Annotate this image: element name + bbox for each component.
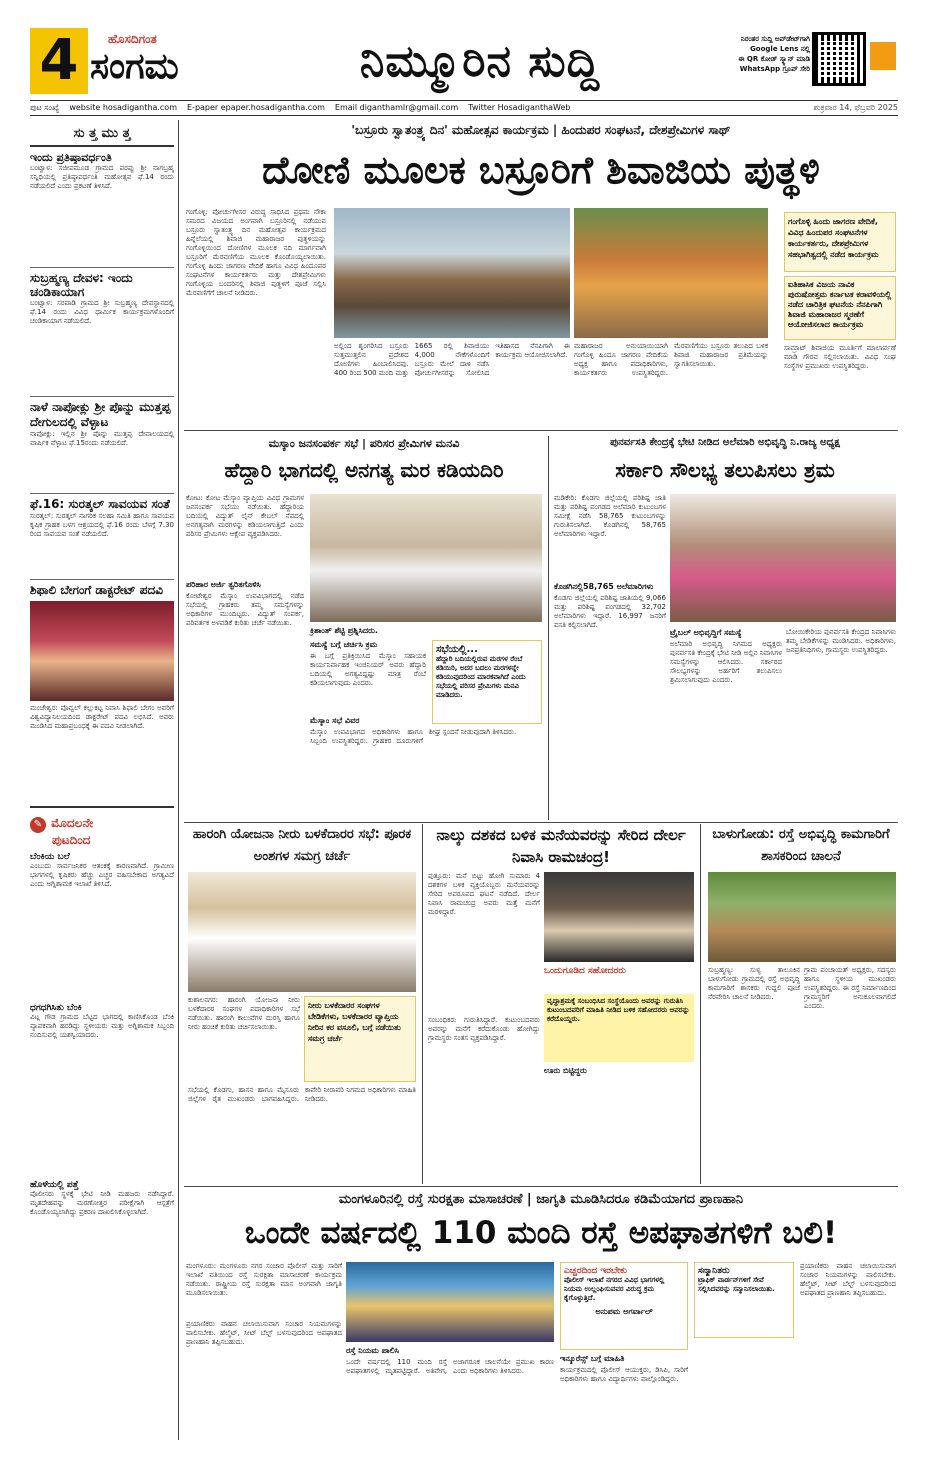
gov-story-body-2: ಕೊಡಗು ಜಿಲ್ಲೆಯಲ್ಲಿ ಪರಿಶಿಷ್ಟ ಜಾತಿಯಲ್ಲಿ 9,066 ಮತ್ತು ಪರಿಶಿಷ್ಟ ಪಂಗಡದಲ್ಲಿ 32,702 ಅಲೆಮಾರಿಗಳು ಇದ್ದಾರೆ. 16,997 ಜನರಿಗೆ ವಸತಿ ಕಲ್ಪಿಸಲಾಗಿದೆ. (554, 594, 666, 629)
gov-story-body-1: ಮಡಿಕೇರಿ: ಕೊಡಗು ಜಿಲ್ಲೆಯಲ್ಲಿ ಪರಿಶಿಷ್ಟ ಜಾತಿ ಮತ್ತು ಪರಿಶಿಷ್ಟ ಪಂಗಡದ ಅಲೆಮಾರಿ ಕುಟುಂಬಗಳ ಸಮೀಕ್ಷೆ ನಡೆಸಿ 58,765 ಕುಟುಂಬಗಳನ್ನು ಗುರುತಿಸಲಾಗಿದೆ. ಕೊಡಗಿನಲ್ಲಿ 58,765 ಅಲೆಮಾರಿಗಳು ಇದ್ದಾರೆ. (554, 494, 666, 538)
safety-headline: ಒಂದೇ ವರ್ಷದಲ್ಲಿ 110 ಮಂದಿ ರಸ್ತೆ ಅಪಘಾತಗಳಿಗೆ ಬಲಿ! (244, 1215, 838, 1251)
top-story-body-2: ಅಲ್ಲಿಂದ ಶೃಂಗರಿಸಿದ ಬಸ್ರೂರು ಸುತ್ತಮುತ್ತಲಿನ ಪ್ರದೇಶದ ದೋಣಿಗಳು ಹಿಂಬಾಲಿಸಿದವು. 400 ರಿಂದ 500 ಮಂದಿ ಮತ್ತು 1665 ರಲ್ಲಿ ಶಿವಾಜಿಯು 4,000 ನೌಕೆಗಳೊಂದಿಗೆ ಬಸ್ರೂರು ಮೇಲೆ ದಾಳಿ ನಡೆಸಿ ಪೋರ್ಚುಗೀಸರನ್ನು ಸೋಲಿಸಿದ ಇತಿಹಾಸದ ನೆನಪಿಗಾಗಿ ಈ ಕಾರ್ಯಕ್ರಮ ಆಯೋಜಿಸಲಾಗಿದೆ. (334, 342, 570, 377)
safety-body-1: ಮಂಗಳೂರು: ಮಂಗಳೂರು ನಗರ ಸಂಚಾರ ಪೊಲೀಸ್ ಮತ್ತು ಸಾರಿಗೆ ಇಲಾಖೆ ವತಿಯಿಂದ ರಸ್ತೆ ಸುರಕ್ಷತಾ ಮಾಸಾಚರಣೆ ಕಾರ್ಯಕ್ರಮ ನಡೆಯಿತು. ರಾಷ್ಟ್ರೀಯ ರಸ್ತೆ ಸುರಕ್ಷತಾ ಮಾಸ ಅಂಗವಾಗಿ ಜಾಗೃತಿ ಮೂಡಿಸಲಾಯಿತು. (186, 1262, 342, 1297)
continued-body: ಎಂಬುದು ಸಾರ್ವಜನಿಕರ ಆತಂಕಕ್ಕೆ ಕಾರಣವಾಗಿದೆ. ಗ್ರಾಮೀಣ ಭಾಗಗಳಲ್ಲಿ ಕೃಷಿಕರು ಹೆಚ್ಚು ಎಚ್ಚರ ವಹಿಸಬೇಕಾದ ಅಗತ್ಯವಿದೆ ಎಂದು ಅಗ್ನಿಶಾಮಕ ಇಲಾಖೆ ತಿಳಿಸಿದೆ. (30, 862, 174, 888)
safety-inset-2-body: ಟ್ರಾಫಿಕ್ ವಾರ್ಡನ್‌ಗಳಿಗೆ ಸೇವೆ ಸಲ್ಲಿಸಿದವರನ್ನು ಸನ್ಮಾನಿಸಲಾಯಿತು. (698, 1276, 775, 1293)
top-story-side-body: ಸಾಮ್ರಾಟ್ ಶಿವಾಜಿಯ ಮೂರ್ತಿಗೆ ಮಾಲಾರ್ಪಣೆ ಮಾಡಿ ಗೌರವ ಸಲ್ಲಿಸಲಾಯಿತು. ವಿವಿಧ ಸಂಘ ಸಂಸ್ಥೆಗಳ ಪ್ರಮುಖರು ಉಪಸ್ಥಿತರಿದ್ದರು. (784, 344, 896, 370)
continued-body: ಪೊಲೀಸರು ಸ್ಥಳಕ್ಕೆ ಭೇಟಿ ನೀಡಿ ಮಹಜರು ನಡೆಸಿದ್ದಾರೆ. ಮೃತದೇಹವನ್ನು ಮರಣೋತ್ತರ ಪರೀಕ್ಷೆಗಾಗಿ ಆಸ್ಪತ್ರೆಗೆ ಕೊಂಡೊಯ್ಯಲಾಗಿದ್ದು ಪ್ರಕರಣ ದಾಖಲಿಸಿಕೊಳ್ಳಲಾಗಿದೆ. (30, 1190, 174, 1216)
epaper-link[interactable]: E-paper epaper.hosadigantha.com (187, 103, 325, 112)
tree-story-body-1: ಕೋಟ: ಕೋಟ ಮೆಸ್ಕಾಂ ವ್ಯಾಪ್ತಿಯ ವಿವಿಧ ಗ್ರಾಮಗಳ ಜನಸಂಪರ್ಕ ಸಭೆಯು ನಡೆಯಿತು. ಹೆದ್ದಾರಿಯ ಬದಿಯಲ್ಲಿ ವಿದ್ಯುತ್ ಲೈನ್ ಕೇಬಲ್ ನೆಪದಲ್ಲಿ ಅನಗತ್ಯವಾಗಿ ಮರಗಳನ್ನು ಕಡಿಯಲಾಗುತ್ತಿದೆ ಎಂದು ಪರಿಸರ ಪ್ರೇಮಿಗಳು ಆಕ್ಷೇಪ ವ್ಯಕ್ತಪಡಿಸಿದರು. (186, 494, 304, 538)
tree-story-body-3: ಈ ಬಗ್ಗೆ ಪ್ರತಿಕ್ರಿಯಿಸಿದ ಮೆಸ್ಕಾಂ ಸಹಾಯಕ ಕಾರ್ಯನಿರ್ವಾಹಕ ಇಂಜಿನಿಯರ್ ಅವರು ಹೆದ್ದಾರಿ ಬದಿಯಲ್ಲಿ ಅಗತ್ಯವಿದ್ದಷ್ಟು ಮಾತ್ರ ರೆಂಬೆ ಕಡಿಯಲಾಗುವುದು ಎಂದರು. (310, 652, 426, 687)
top-story-sidebox-2 (784, 276, 896, 340)
ramachandra-sub-1: ಒಂದುಗೂಡಿದ ಸಹೋದರರು (544, 966, 626, 976)
continued-title: ಬೆಂಕಿಯ ಬಲೆ (30, 852, 70, 862)
ramachandra-sub-2: ಊರು ಬಿಟ್ಟಿದ್ದರು (544, 1066, 587, 1075)
brief-title: ಶಿಫಾಲಿ ಬೇಗಂಗೆ ಡಾಕ್ಟರೇಟ್ ಪದವಿ (30, 583, 163, 597)
tree-story-headline: ಹೆದ್ದಾರಿ ಭಾಗದಲ್ಲಿ ಅನಗತ್ಯ ಮರ ಕಡಿಯದಿರಿ (224, 458, 504, 482)
decor-block (870, 42, 896, 70)
promo-line: WhatsApp ಗ್ರೂಪ್ ಸೇರಿ (739, 65, 810, 73)
ramachandra-photo (544, 872, 694, 962)
ramachandra-body-2: ಸಂಬಂಧಿಕರು ಗುರುತಿಸಿದ್ದಾರೆ. ಕುಟುಂಬದವರು ಅವರನ್ನು ಮನೆಗೆ ಕರೆದುಕೊಂಡು ಹೋಗಿದ್ದು ಗ್ರಾಮಸ್ಥರು ಸಂತಸ ವ್ಯಕ್ತಪಡಿಸಿದ್ದಾರೆ. (428, 1016, 540, 1042)
safety-inset-1 (560, 1262, 688, 1350)
brief-item (30, 583, 174, 800)
road-body-2: ಗ್ರಾಮ ಪಂಚಾಯತ್ ಅಧ್ಯಕ್ಷರು, ಸದಸ್ಯರು ಹಾಗೂ ಸ್ಥಳೀಯ ಮುಖಂಡರು ಉಪಸ್ಥಿತರಿದ್ದರು. ಈ ರಸ್ತೆ ನಿರ್ಮಾಣದಿಂದ ಗ್ರಾಮಸ್ಥರಿಗೆ ಅನುಕೂಲವಾಗಲಿದೆ ಎಂದರು. (804, 966, 896, 1010)
gov-story-sub-2: ಟ್ರೈಬಲ್ ಅಭಿವೃದ್ಧಿಗೆ ಸಮಸ್ಯೆ (670, 628, 742, 637)
gov-story-body-3: ಅಲೆಮಾರಿ ಅಭಿವೃದ್ಧಿ ನಿಗಮದ ಅಧ್ಯಕ್ಷರು ಪುನರ್ವಸತಿ ಕೇಂದ್ರಕ್ಕೆ ಭೇಟಿ ನೀಡಿ ಅಲ್ಲಿನ ನಿವಾಸಿಗಳ ಸಮಸ್ಯೆಗಳನ್ನು ಆಲಿಸಿದರು. ಸರ್ಕಾರದ ಸೌಲಭ್ಯಗಳನ್ನು ಅರ್ಹರಿಗೆ ತಲುಪಿಸಲು ಶ್ರಮಿಸಲಾಗುವುದು ಎಂದರು. (670, 640, 782, 684)
continued-item (30, 852, 174, 1000)
road-body-1: ಸುಬ್ರಹ್ಮಣ್ಯ: ಸುಳ್ಯ ತಾಲೂಕಿನ ಬಾಳುಗೋಡು ಗ್ರಾಮದಲ್ಲಿ ರಸ್ತೆ ಅಭಿವೃದ್ಧಿ ಕಾಮಗಾರಿಗೆ ಶಾಸಕರು ಗುದ್ದಲಿ ಪೂಜೆ ನೆರವೇರಿಸಿ ಚಾಲನೆ ನೀಡಿದರು. (708, 966, 800, 1001)
award-photo (30, 601, 174, 701)
tree-story-sub-1: ಪರಿಹಾರ ಅರ್ಜಿ ತ್ವರಿತಗೊಳಿಸಿ (186, 580, 261, 589)
ramachandra-box (544, 994, 694, 1062)
sidebox-text: ಐತಿಹಾಸಿಕ ವಿಜಯ ನಾವಿಕ ಪುರುಷೋತ್ತಮ ಕರ್ನಾಟಕ ಕರಾವಳಿಯಲ್ಲಿ ನಡೆದ ಚಾರಿತ್ರಿಕ ಘಟನೆಯ ನೆನಪಿಗಾಗಿ ಶಿವಾಜಿ ಮಹಾರಾಜರ ಸ್ಮರಣೆಗೆ ಆಯೋಜಿಸಲಾದ ಕಾರ್ಯಕ್ರಮ (788, 280, 892, 329)
twitter-link[interactable]: Twitter HosadiganthaWeb (468, 103, 571, 112)
firstpage-label-2: ಪುಟದಿಂದ (52, 833, 91, 847)
boat-procession-photo (334, 208, 570, 338)
promo-line: ಈ QR ಕೋಡ್ ಸ್ಕ್ಯಾನ್ ಮಾಡಿ (738, 55, 810, 63)
tree-inset-body: ಹೆದ್ದಾರಿ ಬದಿಯಲ್ಲಿರುವ ಮರಗಳ ರೆಂಬೆ ಕಡಿಯಿರಿ, ಅದರ ಬದಲು ಮರಗಳನ್ನೇ ಕಡಿಯುವುದರಿಂದ ಮಾರಕವಾಗಿದೆ ಎಂದು ಸಭೆಯಲ್ಲಿ ಪರಿಸರ ಪ್ರೇಮಿಗಳು ಮನವಿ ಮಾಡಿದರು. (436, 655, 526, 699)
qr-code-icon[interactable] (812, 32, 866, 86)
safety-inset-1-title: ಎಚ್ಚರದಿಂದ ಇರಬೇಕು (564, 1266, 627, 1276)
left-column-header: ಸು ತ್ತ ಮು ತ್ತ (30, 120, 174, 147)
brief-title: ನಾಳೆ ನಾಪೋಕ್ಲು ಶ್ರೀ ಪೊನ್ನು ಮುತ್ತಪ್ಪ ದೇಗುಲದಲ್ಲಿ ವೆಳ್ಳಾಟ (30, 400, 171, 429)
section-title: ನಿಮ್ಮೂರಿನ ಸುದ್ದಿ (359, 36, 601, 87)
brief-body: ಸುರತ್ಕಲ್: ಸುರತ್ಕಲ್ ನಾಗರಿಕ ಸಲಹಾ ಸಮಿತಿ ಹಾಗೂ ಸಾವಯವ ಕೃಷಿಕ ಗ್ರಾಹಕ ಬಳಗ ಆಶ್ರಯದಲ್ಲಿ ಫೆ.16 ರಂದು ಬೆಳಗ್ಗೆ 7.30 ರಿಂದ ಸಾವಯವ ಸಂತೆ ನಡೆಯಲಿದೆ. (30, 512, 174, 538)
gov-story-sub-1: ಕೊಡಗಿನಲ್ಲಿ58,765 ಅಲೆಮಾರಿಗಳು (554, 582, 654, 591)
continued-item (30, 1003, 174, 1177)
safety-inset-1-author: ಅನುಪಮ ಅಗರ್ವಾಲ್ (595, 1307, 653, 1316)
ramachandra-headline: ನಾಲ್ಕು ದಶಕದ ಬಳಿಕ ಮನೆಯವರನ್ನು ಸೇರಿದ ದೇರ್ಲ ನಿವಾಸಿ ರಾಮಚಂದ್ರ! (436, 826, 686, 866)
harangi-body-2: ಸಭೆಯಲ್ಲಿ ಕೊಡಗು, ಹಾಸನ ಹಾಗೂ ಮೈಸೂರು ಜಿಲ್ಲೆಗಳ ರೈತ ಮುಖಂಡರು ಭಾಗವಹಿಸಿದ್ದರು. ಕಾವೇರಿ ನೀರಾವರಿ ನಿಗಮದ ಅಧಿಕಾರಿಗಳು ಮಾಹಿತಿ ನೀಡಿದರು. (188, 1086, 416, 1103)
brand-top: ಹೊಸದಿಗಂತ (108, 32, 157, 46)
brief-item (30, 271, 174, 393)
gov-visit-photo (670, 494, 896, 622)
email-link[interactable]: Email diganthamlr@gmail.com (334, 103, 459, 112)
safety-inset-2 (694, 1262, 794, 1338)
safety-kicker: ಮಂಗಳೂರಿನಲ್ಲಿ ರಸ್ತೆ ಸುರಕ್ಷತಾ ಮಾಸಾಚರಣೆ | ಜಾಗೃತಿ ಮೂಡಿಸಿದರೂ ಕಡಿಮೆಯಾಗದ ಪ್ರಾಣಹಾನಿ (338, 1192, 744, 1207)
info-bar (30, 100, 898, 116)
brief-title: ಇಂದು ಪ್ರತಿಷ್ಠಾವರ್ಧಂತಿ (30, 151, 112, 164)
top-story-body-3: ಮಹಾರಾಜರ ಅನುಯಾಯಿಯಾಗಿ ಗಂಗೊಳ್ಳಿ ಹಿಂದೂ ಜಾಗರಣ ವೇದಿಕೆಯ ಅಧ್ಯಕ್ಷ ಹಾಗೂ ಪದಾಧಿಕಾರಿಗಳು, ಕಾರ್ಯಕರ್ತರು ಉಪಸ್ಥಿತರಿದ್ದರು. ಮೆರವಣಿಗೆಯು ಬಸ್ರೂರು ತಲುಪಿದ ಬಳಿಕ ಶಿವಾಜಿ ಮಹಾರಾಜರ ಪ್ರತಿಮೆಯನ್ನು ಸ್ವಾಗತಿಸಲಾಯಿತು. (574, 342, 768, 377)
safety-event-photo (346, 1262, 554, 1342)
tree-story-body-4: ಮೆಸ್ಕಾಂ ಉಪವಿಭಾಗದ ಅಧಿಕಾರಿಗಳು ಹಾಗೂ ಸಿಬ್ಬಂದಿ ಉಪಸ್ಥಿತರಿದ್ದರು. ಗ್ರಾಹಕರ ದೂರುಗಳಿಗೆ ಶೀಘ್ರ ಸ್ಪಂದನೆ ನೀಡುವುದಾಗಿ ತಿಳಿಸಿದರು. (310, 728, 517, 745)
harangi-photo (188, 872, 416, 992)
safety-body-4: ಕಾರ್ಯಕ್ರಮದಲ್ಲಿ ಪೊಲೀಸ್ ಆಯುಕ್ತರು, ಡಿಸಿಪಿ, ಸಾರಿಗೆ ಅಧಿಕಾರಿಗಳು ಹಾಗೂ ವಿದ್ಯಾರ್ಥಿಗಳು ಪಾಲ್ಗೊಂಡಿದ್ದರು. (560, 1366, 688, 1383)
page-number: 4 (30, 28, 88, 94)
brief-title: ಫೆ.16: ಸುರತ್ಕಲ್ ಸಾವಯವ ಸಂತೆ (30, 497, 170, 511)
promo-line: Google Lens ನಲ್ಲಿ (750, 45, 810, 53)
harangi-headline: ಹಾರಂಗಿ ಯೋಜನಾ ನೀರು ಬಳಕೆದಾರರ ಸಭೆ: ಪೂರಕ ಅಂಶಗಳ ಸಮಗ್ರ ಚರ್ಚೆ (192, 827, 412, 864)
safety-sub-1: ರಸ್ತೆ ನಿಯಮ ಪಾಲಿಸಿ (346, 1346, 399, 1355)
top-story-kicker: 'ಬಸ್ರೂರು ಸ್ವಾತಂತ್ರ್ಯ ದಿನ' ಮಹೋತ್ಸವ ಕಾರ್ಯಕ್ರಮ | ಹಿಂದುಪರ ಸಂಘಟನೆ, ದೇಶಪ್ರೇಮಿಗಳ ಸಾಥ್ (351, 123, 731, 137)
march-photo (574, 208, 768, 338)
tree-story-sub-2: ಸಮಸ್ಯೆ ಬಗ್ಗೆ ಚರ್ಚಿಸಿ ಕ್ರಮ (310, 640, 378, 649)
safety-inset-2-title: ಸನ್ಮಾನಿತರು (698, 1266, 730, 1276)
meeting-photo (310, 494, 542, 622)
section-label: ಪುಟ ಸಂಖ್ಯೆ (30, 103, 60, 112)
gov-story-body-4: ಬೋಯಿಕೇರಿಯ ಪುನರ್ವಸತಿ ಕೇಂದ್ರದ ನಿವಾಸಿಗಳು ತಮ್ಮ ಬೇಡಿಕೆಗಳನ್ನು ಮಂಡಿಸಿದರು. ಅಧಿಕಾರಿಗಳು, ಜನಪ್ರತಿನಿಧಿಗಳು, ಗ್ರಾಮಸ್ಥರು ಉಪಸ್ಥಿತರಿದ್ದರು. (786, 628, 896, 654)
safety-sub-2: ಇನ್ಶೂರೆನ್ಸ್ ಬಗ್ಗೆ ಮಾಹಿತಿ (560, 1354, 625, 1363)
firstpage-header (30, 806, 174, 848)
sidebox-text: ಗಂಗೊಳ್ಳಿ ಹಿಂದು ಜಾಗರಣ ವೇದಿಕೆ, ವಿವಿಧ ಹಿಂದುಪರ ಸಂಘಟನೆಗಳ ಕಾರ್ಯಕರ್ತರು, ದೇಶಪ್ರೇಮಿಗಳ ಸಹಭಾಗಿತ್ವದಲ್ಲಿ ನಡೆದ ಕಾರ್ಯಕ್ರಮ (788, 217, 879, 259)
tree-story-kicker: ಮಸ್ಕಾಂ ಜನಸಂಪರ್ಕ ಸಭೆ | ಪರಿಸರ ಪ್ರೇಮಿಗಳ ಮನವಿ (268, 437, 460, 450)
brief-item (30, 151, 174, 264)
promo-line: ನಿರಂತರ ಸುದ್ದಿ ಅಪ್‌ಡೇಟ್‌ಗಾಗಿ (740, 35, 810, 43)
ramachandra-body-1: ಪುತ್ತೂರು: ಮನೆ ಬಿಟ್ಟು ಹೋಗಿ ಸುಮಾರು 4 ದಶಕಗಳ ಬಳಿಕ ವ್ಯಕ್ತಿಯೊಬ್ಬರು ಮನೆಯವರನ್ನು ಸೇರಿದ ಅಪರೂಪದ ಘಟನೆ ನಡೆದಿದೆ. ದೇರ್ಲ ನಿವಾಸಿ ರಾಮಚಂದ್ರ ಅವರು ಮತ್ತೆ ಮನೆಗೆ ಮರಳಿದ್ದಾರೆ. (428, 872, 540, 916)
brief-body: ಬಂಟ್ವಾಳ: ಸಜೀಪಮೂಡ ಗ್ರಾಮದ ಪರಪ್ಪು ಶ್ರೀ ನಾಗಬ್ರಹ್ಮ ಸನ್ನಿಧಿಯಲ್ಲಿ ಪ್ರತಿಷ್ಠಾವರ್ಧಂತಿ ಮಹೋತ್ಸವ ಫೆ.14 ರಂದು ನಡೆಯಲಿದೆ ಎಂದು ಪ್ರಕಟಣೆ ತಿಳಿಸಿದೆ. (30, 164, 174, 190)
brief-body: ನಾಪೋಕ್ಲು: ಇಲ್ಲಿನ ಶ್ರೀ ಪೊನ್ನು ಮುತ್ತಪ್ಪ ದೇವಾಲಯದಲ್ಲಿ ವಾರ್ಷಿಕ ವೆಳ್ಳಾಟ ಫೆ.15ರಂದು ನಡೆಯಲಿದೆ. (30, 430, 174, 447)
gov-story-headline: ಸರ್ಕಾರಿ ಸೌಲಭ್ಯ ತಲುಪಿಸಲು ಶ್ರಮ (615, 458, 835, 482)
brief-item (30, 400, 174, 490)
qr-promo (690, 34, 810, 94)
continued-title: ಹೊಳೆಯಲ್ಲಿ ಪತ್ತೆ (30, 1180, 79, 1190)
tree-inset-title: ಸಭೆಯಲ್ಲಿ... (436, 644, 478, 655)
safety-side-body: ಪ್ರಯಾಣಿಕರು ವಾಹನ ಚಲಾಯಿಸುವಾಗ ಸಂಚಾರ ನಿಯಮಗಳನ್ನು ಪಾಲಿಸಬೇಕು. ಹೆಲ್ಮೆಟ್, ಸೀಟ್ ಬೆಲ್ಟ್ ಬಳಸುವುದರಿಂದ ಅಪಘಾತದ ಪ್ರಾಣಹಾನಿ ತಪ್ಪಿಸಬಹುದು. (800, 1262, 896, 1297)
harangi-box-text: ನೀರು ಬಳಕೆದಾರರ ಸಂಘಗಳ ಬೇಡಿಕೆಗಳು, ಬಳಕೆದಾರರ ವ್ಯಾಪ್ತಿಯ ನೀರಿನ ಕರ ವಸೂಲಿ, ಬಗ್ಗೆ ನಡೆಯಿತು ಸಮಗ್ರ ಚರ್ಚೆ (308, 1001, 401, 1043)
continued-title: ಧಗಧಗಿಸಿತು ಬೆಂಕಿ (30, 1003, 82, 1013)
firstpage-label-1: ಮೊದಲನೇ (51, 816, 94, 830)
safety-body-2: ಪ್ರಯಾಣಿಕರು ವಾಹನ ಚಲಾಯಿಸುವಾಗ ಸಂಚಾರ ನಿಯಮಗಳನ್ನು ಪಾಲಿಸಬೇಕು. ಹೆಲ್ಮೆಟ್, ಸೀಟ್ ಬೆಲ್ಟ್ ಬಳಸುವುದರಿಂದ ಅಪಘಾತದ ಪ್ರಾಣಹಾನಿ ತಪ್ಪಿಸಬಹುದು. (186, 1320, 342, 1346)
continued-body: ವಿಟ್ಲ ಗೌಡ ಗ್ರಾಮದ ಬೆಟ್ಟದ ಭಾಗದಲ್ಲಿ ಕಾಣಿಸಿಕೊಂಡ ಬೆಂಕಿ ವ್ಯಾಪಕವಾಗಿ ಹರಡಿದ್ದು ಸ್ಥಳೀಯರು ಮತ್ತು ಅಗ್ನಿಶಾಮಕ ಸಿಬ್ಬಂದಿ ನಂದಿಸುವಲ್ಲಿ ಯಶಸ್ವಿಯಾದರು. (30, 1013, 174, 1039)
ramachandra-box-text: ವೃದ್ಧಾಶ್ರಮಕ್ಕೆ ಸಂಬಂಧಿಸಿದ ಸಂಸ್ಥೆಯೊಂದು ಅವರನ್ನು ಗುರುತಿಸಿ ಕುಟುಂಬದವರಿಗೆ ಮಾಹಿತಿ ನೀಡಿದ ಬಳಿಕ ಸಹೋದರರು ಅವರನ್ನು ಕರೆದೊಯ್ದರು. (547, 997, 690, 1023)
top-story-body-1: ಗಂಗೊಳ್ಳಿ: ಪೋರ್ಚುಗೀಸರ ವಿರುದ್ಧ ಸಾಧಿಸಿದ ಪ್ರಥಮ ನೌಕಾ ಸಮರದ ವಿಜಯದ ಅಂಗವಾಗಿ ಬಸ್ರೂರಿನಲ್ಲಿ ನಡೆಯುವ ಬಸ್ರೂರು ಸ್ವಾತಂತ್ರ್ಯ ದಿನ ಮಹೋತ್ಸವ ಕಾರ್ಯಕ್ರಮದ ಹಿನ್ನೆಲೆಯಲ್ಲಿ ಶಿವಾಜಿ ಮಹಾರಾಜರ ಪುತ್ಥಳಿಯನ್ನು ಗಂಗೊಳ್ಳಿಯಿಂದ ದೋಣಿಗಳ ಮೂಲಕ ನದಿ ಮಾರ್ಗವಾಗಿ ಬಸ್ರೂರಿಗೆ ಮೆರವಣಿಗೆಯ ಮೂಲಕ ಕೊಂಡೊಯ್ಯಲಾಯಿತು. ಗಂಗೊಳ್ಳಿ ಹಿಂದು ಜಾಗರಣ ವೇದಿಕೆ ಹಾಗೂ ವಿವಿಧ ಹಿಂದೂಪರ ಸಂಘಟನೆಗಳ ಕಾರ್ಯಕರ್ತರು ಮತ್ತು ದೇಶಪ್ರೇಮಿಗಳು ಗಂಗೊಳ್ಳಿಯ ಬಂದರಿನಲ್ಲಿ ಶಿವಾಜಿ ಪುತ್ಥಳಿಗೆ ಪೂಜೆ ಸಲ್ಲಿಸಿ ಮೆರವಣಿಗೆಗೆ ಚಾಲನೆ ನೀಡಿದರು. (186, 208, 326, 297)
gov-story-kicker: ಪುನರ್ವಸತಿ ಕೇಂದ್ರಕ್ಕೆ ಭೇಟಿ ನೀಡಿದ ಅಲೆಮಾರಿ ಅಭಿವೃದ್ಧಿ ನಿ.ರಾಜ್ಯ ಅಧ್ಯಕ್ಷ (610, 437, 840, 448)
brief-body: ಮಂಜೇಶ್ವರ: ಪೊವ್ವಲ್ ಕಲ್ಲುಕಟ್ಟ ನಿವಾಸಿ ಶಿಫಾಲಿ ಬೇಗಂ ಅವರಿಗೆ ವಿಶ್ವವಿದ್ಯಾನಿಲಯದಿಂದ ಡಾಕ್ಟರೇಟ್ ಪದವಿ ಲಭಿಸಿದೆ. ಅವರು ಮಂಡಿಸಿದ ಮಹಾಪ್ರಬಂಧಕ್ಕೆ ಈ ಪದವಿ ನೀಡಲಾಗಿದೆ. (30, 704, 174, 730)
brief-body: ಬಂಟ್ವಾಳ: ಸರಪಾಡಿ ಗ್ರಾಮದ ಶ್ರೀ ಸುಬ್ರಹ್ಮಣ್ಯ ದೇವಸ್ಥಾನದಲ್ಲಿ ಫೆ.14 ರಂದು ವಿವಿಧ ಧಾರ್ಮಿಕ ಕಾರ್ಯಕ್ರಮಗಳೊಂದಿಗೆ ಚಂಡಿಕಾಯಾಗ ನಡೆಯಲಿದೆ. (30, 299, 174, 325)
brand-main: ಸಂಗಮ (90, 46, 179, 87)
top-story-headline: ದೋಣಿ ಮೂಲಕ ಬಸ್ರೂರಿಗೆ ಶಿವಾಜಿಯ ಪುತ್ಥಳಿ (262, 148, 820, 192)
website-link[interactable]: website hosadigantha.com (69, 103, 177, 112)
tree-inset (432, 640, 542, 724)
harangi-body-1: ಕುಶಾಲನಗರ: ಹಾರಂಗಿ ಯೋಜನಾ ನೀರು ಬಳಕೆದಾರರ ಸಂಘಗಳ ಪದಾಧಿಕಾರಿಗಳ ಸಭೆ ನಡೆಯಿತು. ಹಾರಂಗಿ ಕಾಲುವೆಗಳ ದುರಸ್ತಿ ಹಾಗೂ ನೀರು ಹಂಚಿಕೆ ಕುರಿತು ಚರ್ಚಿಸಲಾಯಿತು. (188, 996, 300, 1031)
road-headline: ಬಾಳುಗೋಡು: ರಸ್ತೆ ಅಭಿವೃದ್ಧಿ ಕಾಮಗಾರಿಗೆ ಶಾಸಕರಿಂದ ಚಾಲನೆ (712, 827, 890, 864)
tree-story-body-2: ಕೋಟೇಶ್ವರ ಮೆಸ್ಕಾಂ ಉಪವಿಭಾಗದಲ್ಲಿ ನಡೆದ ಸಭೆಯಲ್ಲಿ ಗ್ರಾಹಕರು ತಮ್ಮ ಸಮಸ್ಯೆಗಳನ್ನು ಅಧಿಕಾರಿಗಳ ಮುಂದಿಟ್ಟರು. ವಿದ್ಯುತ್ ಸಂಪರ್ಕ, ಪರಿವರ್ತಕ ಅಳವಡಿಕೆ ಕುರಿತು ಚರ್ಚೆ ನಡೆಯಿತು. (186, 592, 304, 627)
pen-icon: ✎ (30, 817, 46, 833)
tree-photo-caption: ಕ್ರಿಶಾಂತ್ ಶೆಟ್ಟಿ ಪ್ರಶ್ನಿಸಿದರು. (310, 626, 378, 635)
safety-body-3: ಒಂದೇ ವರ್ಷದಲ್ಲಿ 110 ಮಂದಿ ರಸ್ತೆ ಅಪಘಾತಗಳಲ್ಲಿ ಮೃತಪಟ್ಟಿದ್ದಾರೆ. ಅತಿವೇಗ, ಅಜಾಗರೂಕ ಚಾಲನೆಯೇ ಪ್ರಮುಖ ಕಾರಣ ಎಂದು ಅಧಿಕಾರಿಗಳು ತಿಳಿಸಿದರು. (346, 1358, 554, 1375)
harangi-box (304, 996, 416, 1082)
brand-logo (90, 32, 280, 92)
road-photo (708, 872, 896, 962)
top-story-sidebox-1 (784, 212, 896, 272)
safety-inset-1-body: ಪೊಲೀಸ್ ಇಲಾಖೆ ನಗರದ ವಿವಿಧ ಭಾಗಗಳಲ್ಲಿ ನಿಯಮ ಉಲ್ಲಂಘಿಸುವವರ ವಿರುದ್ಧ ಕ್ರಮ ಕೈಗೊಳ್ಳುತ್ತಿದೆ. (564, 1276, 665, 1302)
left-column (30, 120, 174, 1440)
brief-title: ಸುಬ್ರಹ್ಮಣ್ಯ ದೇವಳ: ಇಂದು ಚಂಡಿಕಾಯಾಗ (30, 271, 133, 299)
tree-story-sub-3: ಮೆಸ್ಕಾಂ ಸಭೆ ವಿವರ (310, 716, 360, 725)
brief-item (30, 497, 174, 576)
issue-date: ಶುಕ್ರವಾರ 14, ಫೆಬ್ರವರಿ 2025 (813, 103, 898, 112)
continued-item (30, 1180, 174, 1310)
